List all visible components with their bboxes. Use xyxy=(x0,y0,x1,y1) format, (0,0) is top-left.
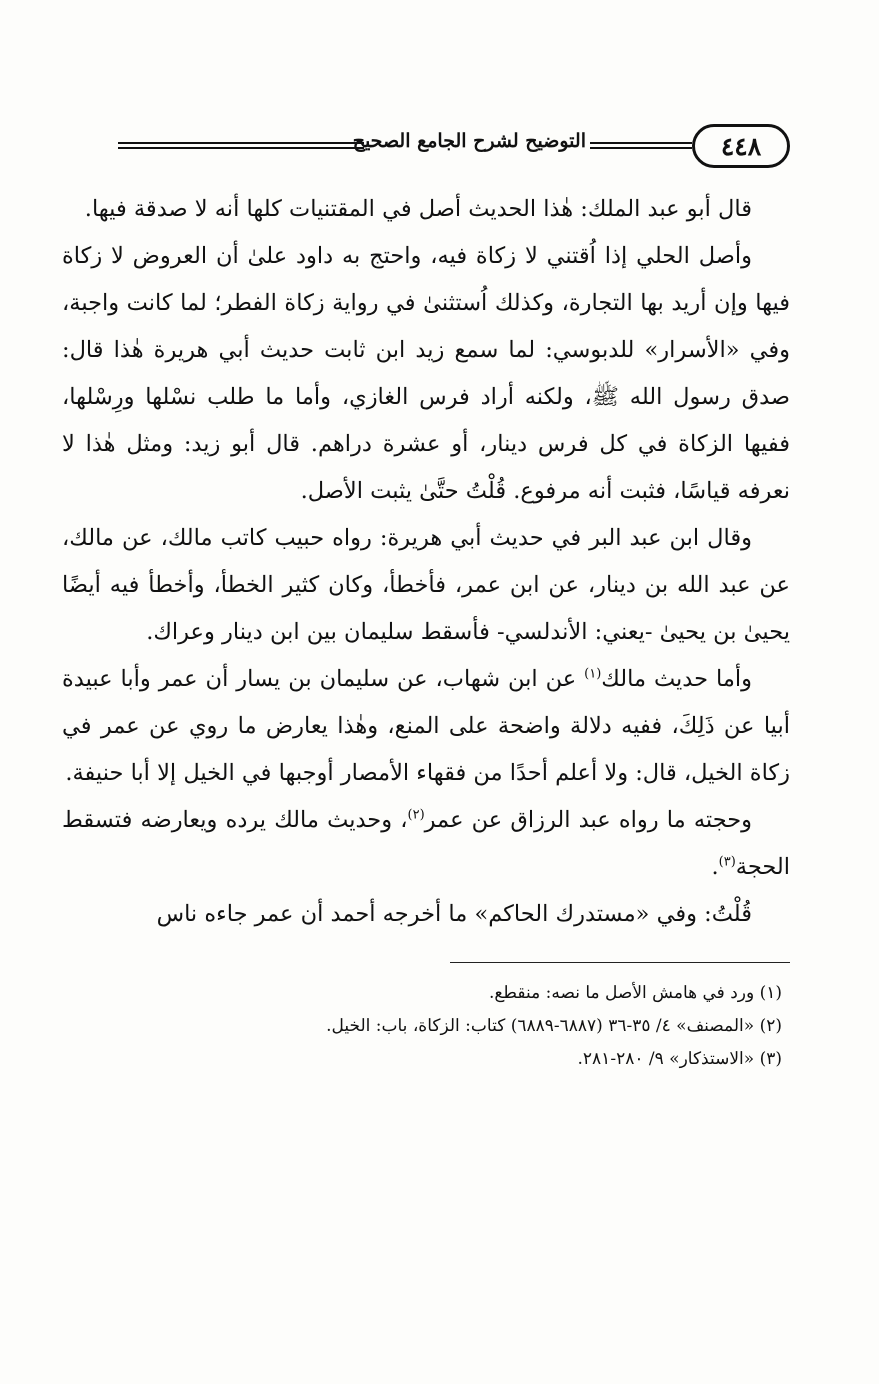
text-run: . xyxy=(711,854,719,880)
text-run: وقال ابن عبد البر في حديث أبي هريرة: رواه حبيب كاتب مالك، عن مالك، عن عبد الله بن دينار، عن ابن عمر، فأخطأ، وكان كثير الخطأ، وأخطأ فيه أيضًا يحيىٰ بن يحيىٰ -يعني: الأندلسي- فأسقط سليمان بين ابن دينار وعراك. xyxy=(62,525,790,645)
paragraph xyxy=(62,515,790,656)
footnote-ref[interactable]: (٣) xyxy=(718,854,736,870)
footnote: (١) ورد في هامش الأصل ما نصه: منقطع. xyxy=(488,983,782,1003)
paragraph xyxy=(62,656,790,797)
text-run: وأما حديث مالك xyxy=(601,666,752,692)
footnote-separator xyxy=(450,962,790,963)
header-rule xyxy=(590,142,692,149)
header-rule xyxy=(118,142,364,149)
footnotes xyxy=(62,977,790,1076)
page-header xyxy=(62,118,790,174)
paragraph xyxy=(62,233,790,515)
text-run: ، وحديث مالك يرده ويعارضه فتسقط الحجة xyxy=(62,807,790,880)
footnote: (٣) «الاستذكار» ٩/ ٢٨٠-٢٨١. xyxy=(577,1049,782,1069)
paragraph xyxy=(62,186,790,233)
text-run: وأصل الحلي إذا اُقتني لا زكاة فيه، واحتج به داود علىٰ أن العروض لا زكاة فيها وإن أريد بها التجارة، وكذلك اُستثنىٰ في رواية زكاة الفطر؛ لما كانت واجبة، وفي «الأسرار» للدبوسي: لما سمع زيد ابن ثابت حديث أبي هريرة هٰذا قال: صدق رسول الله ﷺ، ولكنه أراد فرس الغازي، وأما ما طلب نسْلها ورِسْلها، ففيها الزكاة في كل فرس دينار، أو عشرة دراهم. قال أبو زيد: ومثل هٰذا لا نعرفه قياسًا، فثبت أنه مرفوع. قُلْتُ حتَّىٰ يثبت الأصل. xyxy=(62,243,790,504)
running-title: التوضيح لشرح الجامع الصحيح xyxy=(352,130,586,152)
page-number: ٤٤٨ xyxy=(692,124,790,168)
text-run: قال أبو عبد الملك: هٰذا الحديث أصل في المقتنيات كلها أنه لا صدقة فيها. xyxy=(84,196,752,222)
text-run: قُلْتُ: وفي «مستدرك الحاكم» ما أخرجه أحمد أن عمر جاءه ناس xyxy=(156,901,752,927)
text-run: عن ابن شهاب، عن سليمان بن يسار أن عمر وأبا عبيدة أبيا عن ذَلِكَ، ففيه دلالة واضحة على المنع، وهٰذا يعارض ما روي عن عمر في زكاة الخيل، قال: ولا أعلم أحدًا من فقهاء الأمصار أوجبها في الخيل إلا أبا حنيفة. xyxy=(62,666,790,786)
text-run: وحجته ما رواه عبد الرزاق عن عمر xyxy=(424,807,753,833)
paragraph xyxy=(62,891,790,938)
footnote-ref[interactable]: (١) xyxy=(584,666,602,682)
main-text xyxy=(62,186,790,938)
paragraph xyxy=(62,797,790,891)
footnote: (٢) «المصنف» ٤/ ٣٥-٣٦ (٦٨٨٧-٦٨٨٩) كتاب: الزكاة، باب: الخيل. xyxy=(326,1016,782,1036)
book-page xyxy=(62,118,790,1076)
footnote-ref[interactable]: (٢) xyxy=(407,807,425,823)
